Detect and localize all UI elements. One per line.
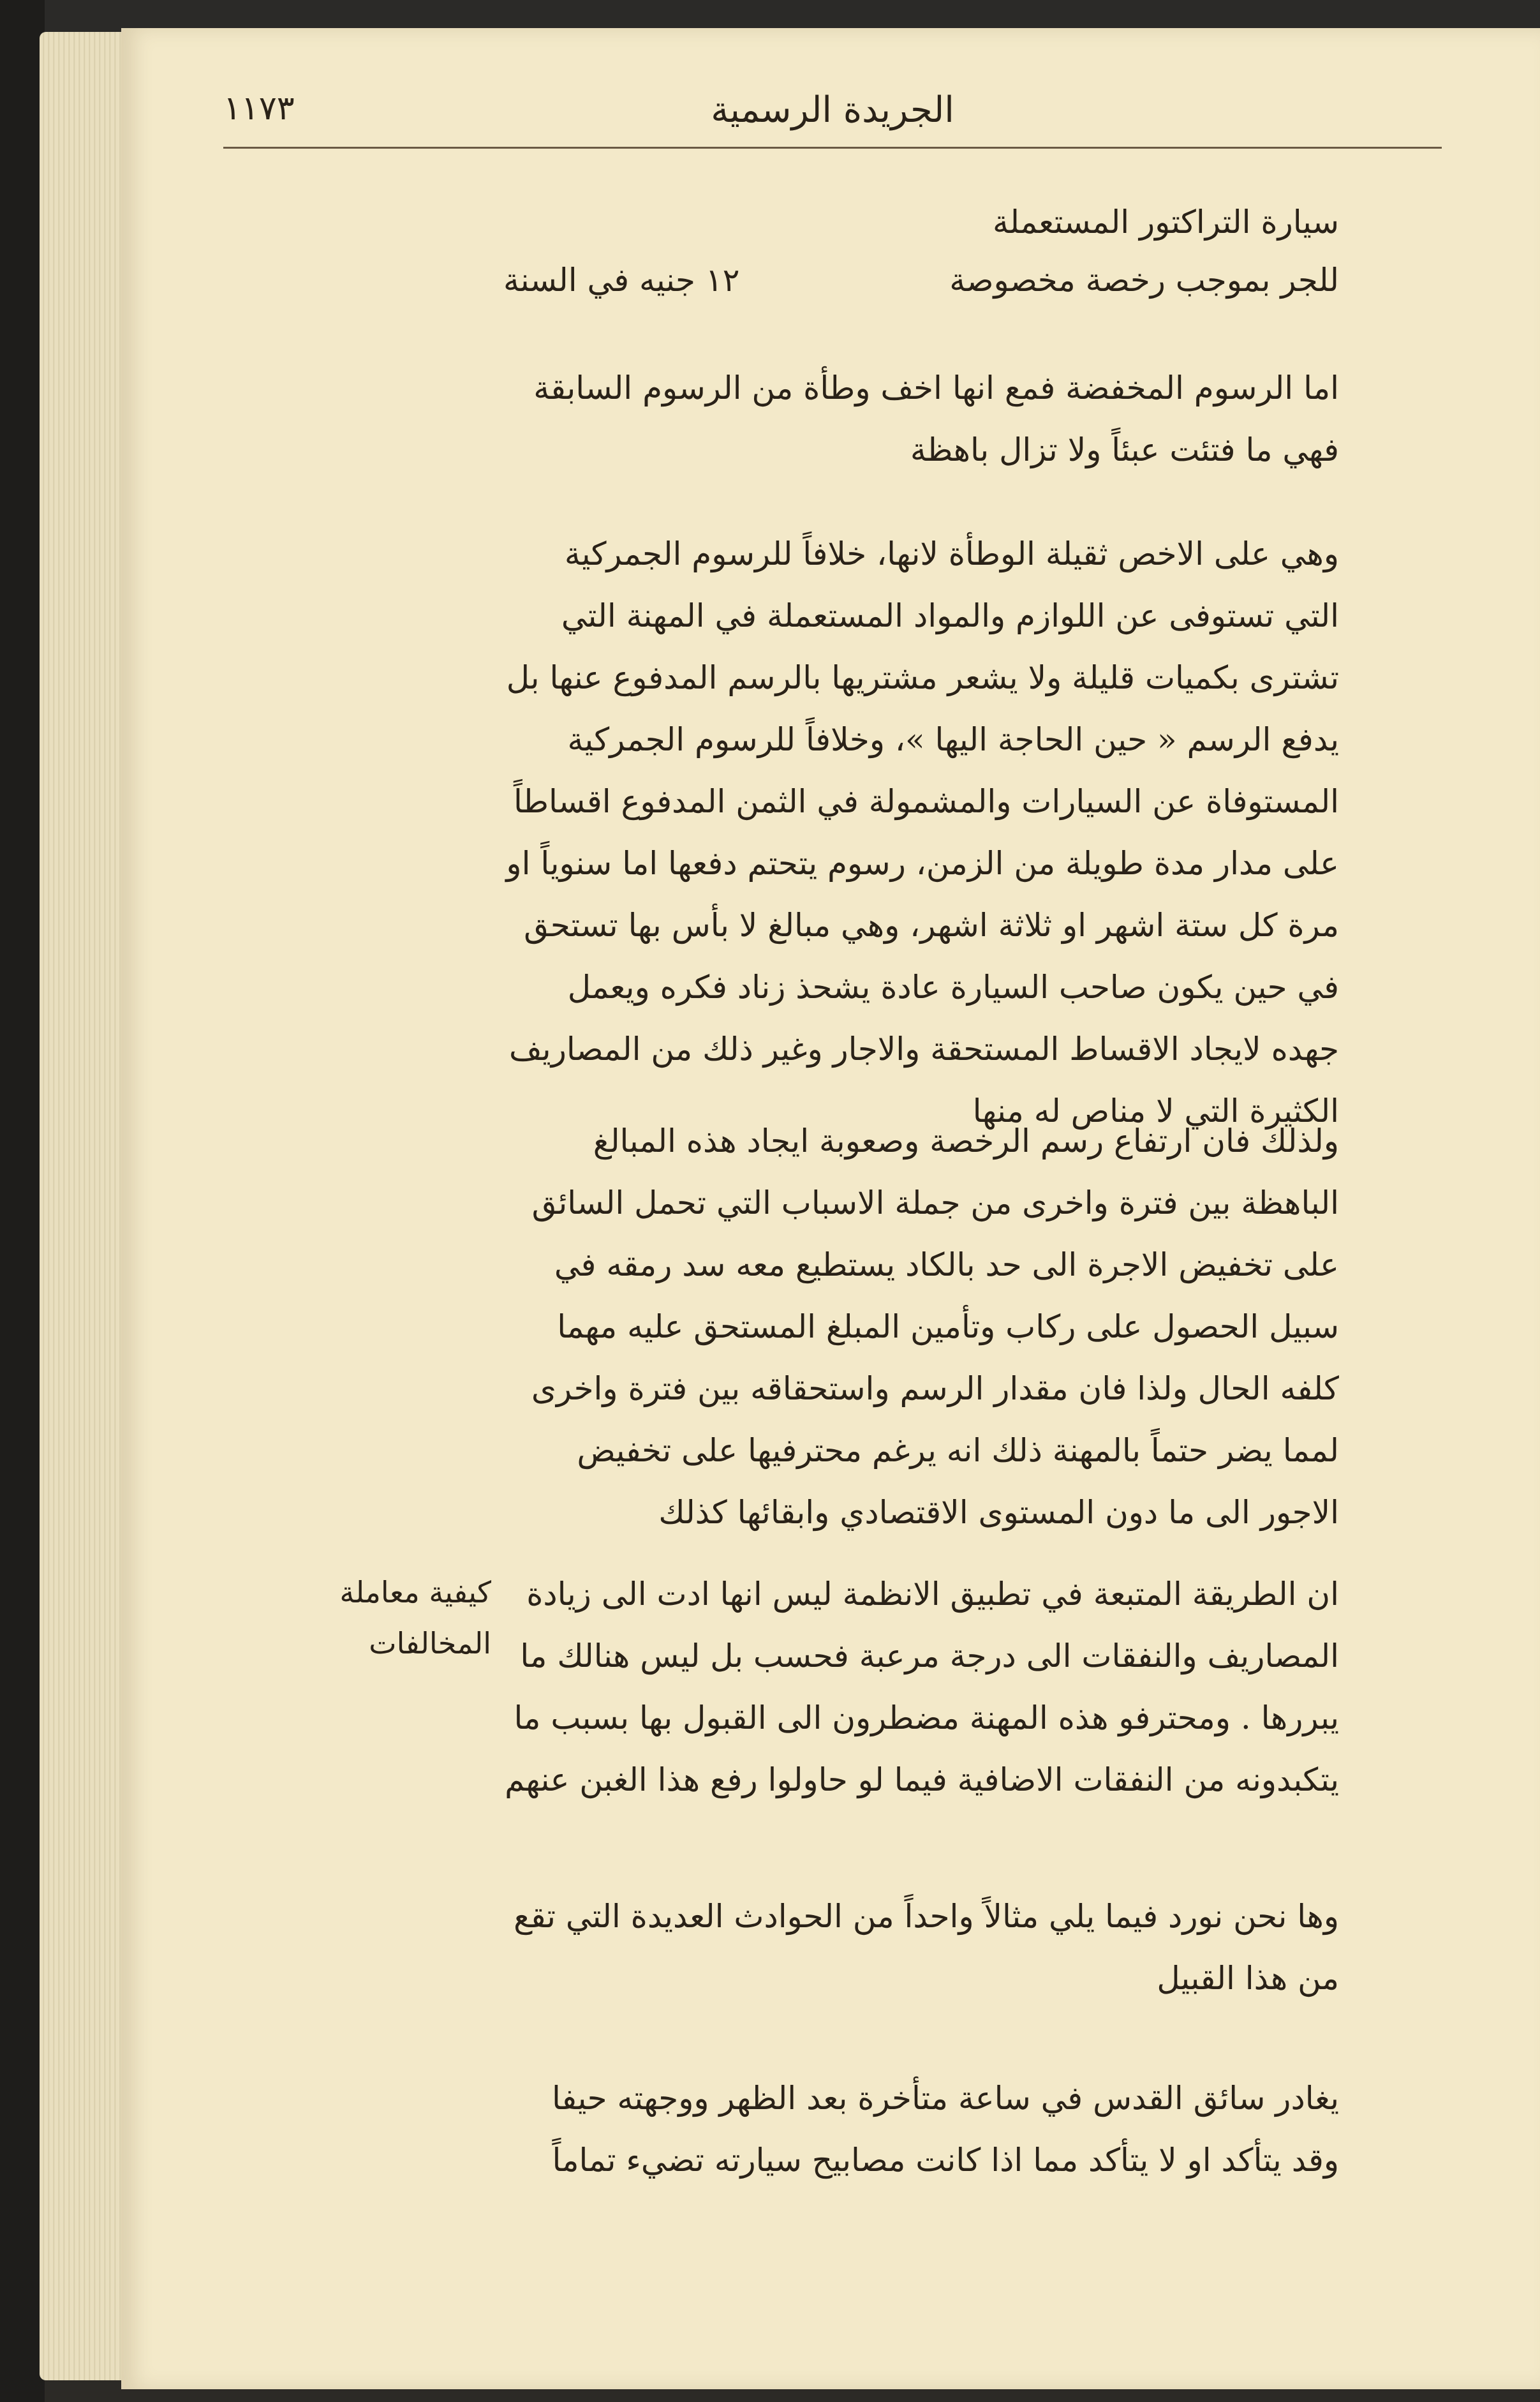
- paragraph-2: وهي على الاخص ثقيلة الوطأة لانها، خلافاً للرسوم الجمركية التي تستوفى عن اللوازم والمواد المستعملة في المهنة التي تشترى بكميات قليلة ولا يشعر مشتريها بالرسم المدفوع عنها بل يدفع الرسم « حين الحاجة اليها »، وخلافاً للرسوم الجمركية المستوفاة عن السيارات والمشمولة في الثمن المدفوع اقساطاً على مدار مدة طويلة من الزمن، رسوم يتحتم دفعها اما سنوياً او مرة كل ستة اشهر او ثلاثة اشهر، وهي مبالغ لا بأس بها تستحق في حين يكون صاحب السيارة عادة يشحذ زناد فكره ويعمل جهده لايجاد الاقساط المستحقة والاجار وغير ذلك من المصاريف الكثيرة التي لا مناص له منها: [506, 535, 1339, 1130]
- paragraph-6: يغادر سائق القدس في ساعة متأخرة بعد الظهر ووجهته حيفا وقد يتأكد او لا يتأكد مما اذا كانت مصابيح سيارته تضيء تماماً: [551, 2080, 1339, 2179]
- page-number: ١١٧٣: [223, 89, 295, 128]
- paragraph-3: ولذلك فان ارتفاع رسم الرخصة وصعوبة ايجاد هذه المبالغ الباهظة بين فترة واخرى من جملة الاسباب التي تحمل السائق على تخفيض الاجرة الى حد بالكاد يستطيع معه سد رمقه في سبيل الحصول على ركاب وتأمين المبلغ المستحق عليه مهما كلفه الحال ولذا فان مقدار الرسم واستحقاقه بين فترة واخرى لمما يضر حتماً بالمهنة ذلك انه يرغم محترفيها على تخفيض الاجور الى ما دون المستوى الاقتصادي وابقائها كذلك: [531, 1123, 1339, 1531]
- journal-title: الجريدة الرسمية: [711, 89, 954, 131]
- paragraph-5: وها نحن نورد فيما يلي مثالاً واحداً من الحوادث العديدة التي تقع من هذا القبيل: [514, 1898, 1339, 1997]
- page-header: [223, 89, 1442, 149]
- paragraph-4: ان الطريقة المتبعة في تطبيق الانظمة ليس انها ادت الى زيادة المصاريف والنفقات الى درجة مرعبة فحسب بل ليس هنالك ما يبررها . ومحترفو هذه المهنة مضطرون الى القبول بها بسبب ما يتكبدونه من النفقات الاضافية فيما لو حاولوا رفع هذا الغبن عنهم: [505, 1576, 1339, 1798]
- book-cover-spine: [0, 0, 45, 2402]
- fee-amount: ١٢ جنيه في السنة: [503, 262, 740, 299]
- paragraph-1: اما الرسوم المخفضة فمع انها اخف وطأة من الرسوم السابقة فهي ما فتئت عبئاً ولا تزال باهظة: [533, 369, 1339, 468]
- fee-license-label: للجر بموجب رخصة مخصوصة: [949, 262, 1339, 299]
- margin-note: كيفية معاملة المخالفات: [339, 1575, 491, 1660]
- fee-row: [503, 262, 1339, 306]
- fee-vehicle-type: سيارة التراكتور المستعملة: [992, 204, 1339, 241]
